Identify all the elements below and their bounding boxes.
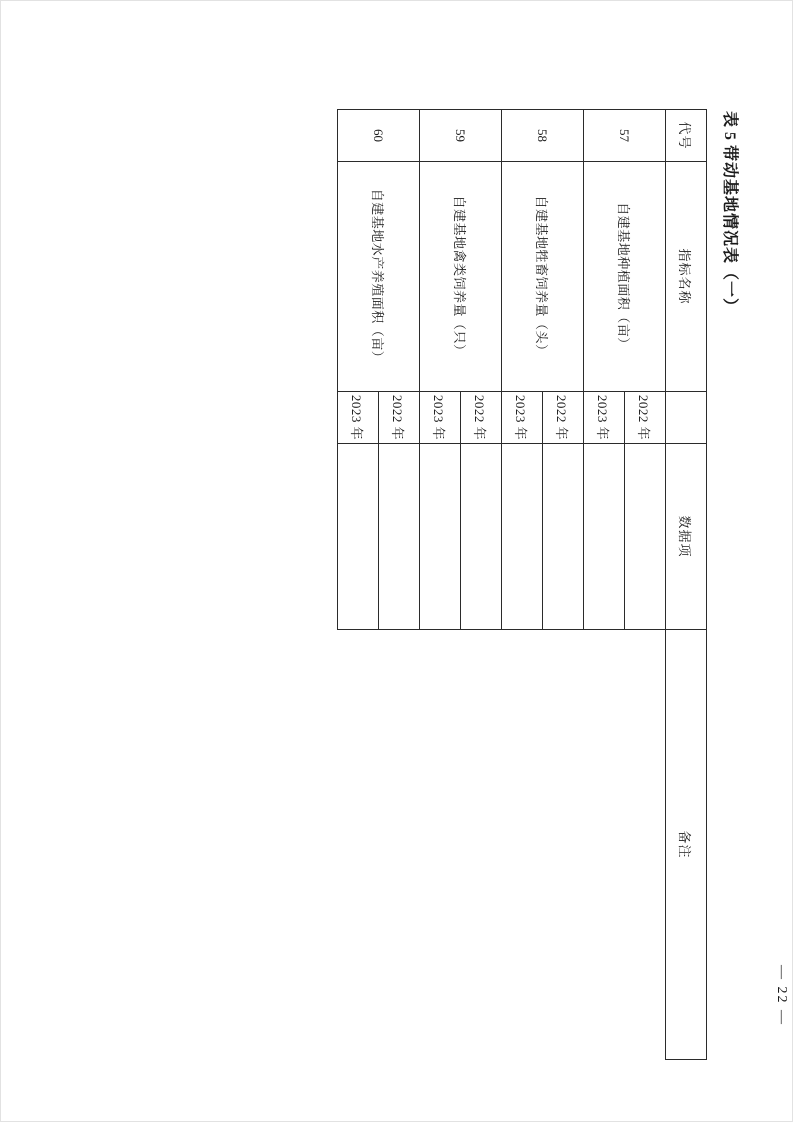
row-name: 自建基地牲畜饲养量（头） (501, 162, 583, 392)
table-row (542, 110, 583, 1060)
row-year: 2022 年 (542, 392, 583, 444)
row-year: 2023 年 (583, 392, 624, 444)
row-year: 2022 年 (460, 392, 501, 444)
table-row (624, 110, 665, 1060)
row-year: 2023 年 (419, 392, 460, 444)
row-data-value[interactable] (337, 444, 378, 630)
row-data-value[interactable] (460, 444, 501, 630)
row-year: 2022 年 (624, 392, 665, 444)
row-code: 59 (419, 110, 501, 162)
row-name: 自建基地种植面积（亩） (583, 162, 665, 392)
row-data-value[interactable] (624, 444, 665, 630)
page-number: — 22 — (774, 965, 789, 1026)
table-row (460, 110, 501, 1060)
row-name: 自建基地禽类饲养量（只） (419, 162, 501, 392)
caption-prefix: 表 (720, 111, 738, 129)
row-year: 2023 年 (337, 392, 378, 444)
caption-title: 带动基地情况表（一） (720, 145, 738, 316)
rotated-content (47, 41, 747, 1081)
header-year (665, 392, 706, 444)
table-body (337, 110, 665, 1060)
row-code: 57 (583, 110, 665, 162)
row-data-value[interactable] (583, 444, 624, 630)
header-code: 代号 (665, 110, 706, 162)
row-data-value[interactable] (419, 444, 460, 630)
base-situation-table (337, 109, 707, 1060)
table-header-row (665, 110, 706, 1060)
row-data-value[interactable] (501, 444, 542, 630)
table-header (665, 110, 706, 1060)
row-name: 自建基地水产养殖面积（亩） (337, 162, 419, 392)
table-caption (720, 111, 743, 315)
header-name: 指标名称 (665, 162, 706, 392)
row-data-value[interactable] (542, 444, 583, 630)
header-data: 数据项 (665, 444, 706, 630)
row-year: 2022 年 (378, 392, 419, 444)
row-data-value[interactable] (378, 444, 419, 630)
row-year: 2023 年 (501, 392, 542, 444)
header-remark: 备注 (665, 630, 706, 1060)
row-code: 60 (337, 110, 419, 162)
row-code: 58 (501, 110, 583, 162)
table-row (378, 110, 419, 1060)
caption-number: 5 (720, 132, 738, 142)
